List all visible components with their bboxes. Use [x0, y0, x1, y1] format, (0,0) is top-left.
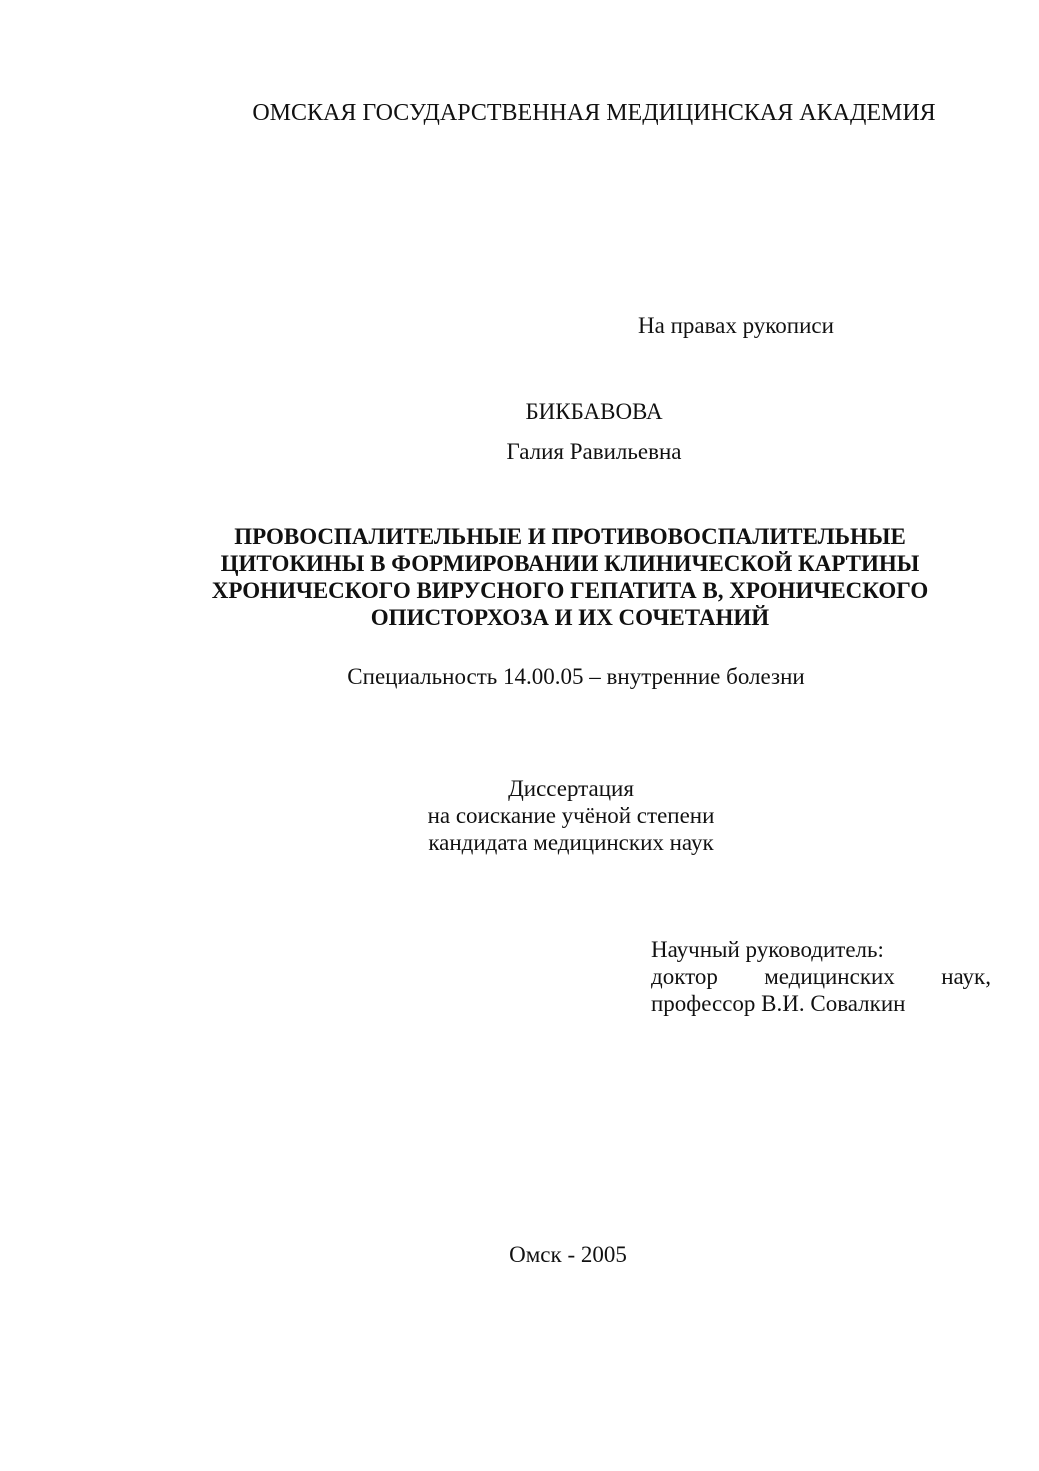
- title-line: ЦИТОКИНЫ В ФОРМИРОВАНИИ КЛИНИЧЕСКОЙ КАРТИНЫ: [220, 551, 920, 576]
- title-line: ХРОНИЧЕСКОГО ВИРУСНОГО ГЕПАТИТА В, ХРОНИЧЕСКОГО: [211, 578, 929, 603]
- supervisor-degree-word: доктор: [651, 964, 718, 989]
- dissertation-degree-block: [0, 775, 1039, 856]
- specialty-line: Специальность 14.00.05 – внутренние болезни: [347, 664, 805, 689]
- supervisor-degree: [651, 963, 991, 990]
- degree-line: кандидата медицинских наук: [428, 830, 714, 855]
- title-line: ПРОВОСПАЛИТЕЛЬНЫЕ И ПРОТИВОВОСПАЛИТЕЛЬНЫЕ: [234, 524, 906, 549]
- supervisor-label: Научный руководитель:: [651, 937, 884, 962]
- supervisor-block: [651, 936, 991, 1017]
- supervisor-degree-word: медицинских: [764, 964, 895, 989]
- manuscript-rights-note: На правах рукописи: [638, 313, 834, 338]
- title-line: ОПИСТОРХОЗА И ИХ СОЧЕТАНИЙ: [370, 605, 770, 630]
- supervisor-degree-word: наук,: [941, 964, 991, 989]
- author-surname: БИКБАВОВА: [525, 399, 663, 424]
- dissertation-title: [150, 523, 990, 631]
- degree-line: Диссертация: [508, 776, 634, 801]
- supervisor-name: профессор В.И. Совалкин: [651, 991, 906, 1016]
- place-and-year: Омск - 2005: [509, 1242, 627, 1267]
- degree-line: на соискание учёной степени: [427, 803, 715, 828]
- institution-name: ОМСКАЯ ГОСУДАРСТВЕННАЯ МЕДИЦИНСКАЯ АКАДЕМИЯ: [252, 100, 936, 126]
- author-given-names: Галия Равильевна: [506, 439, 682, 464]
